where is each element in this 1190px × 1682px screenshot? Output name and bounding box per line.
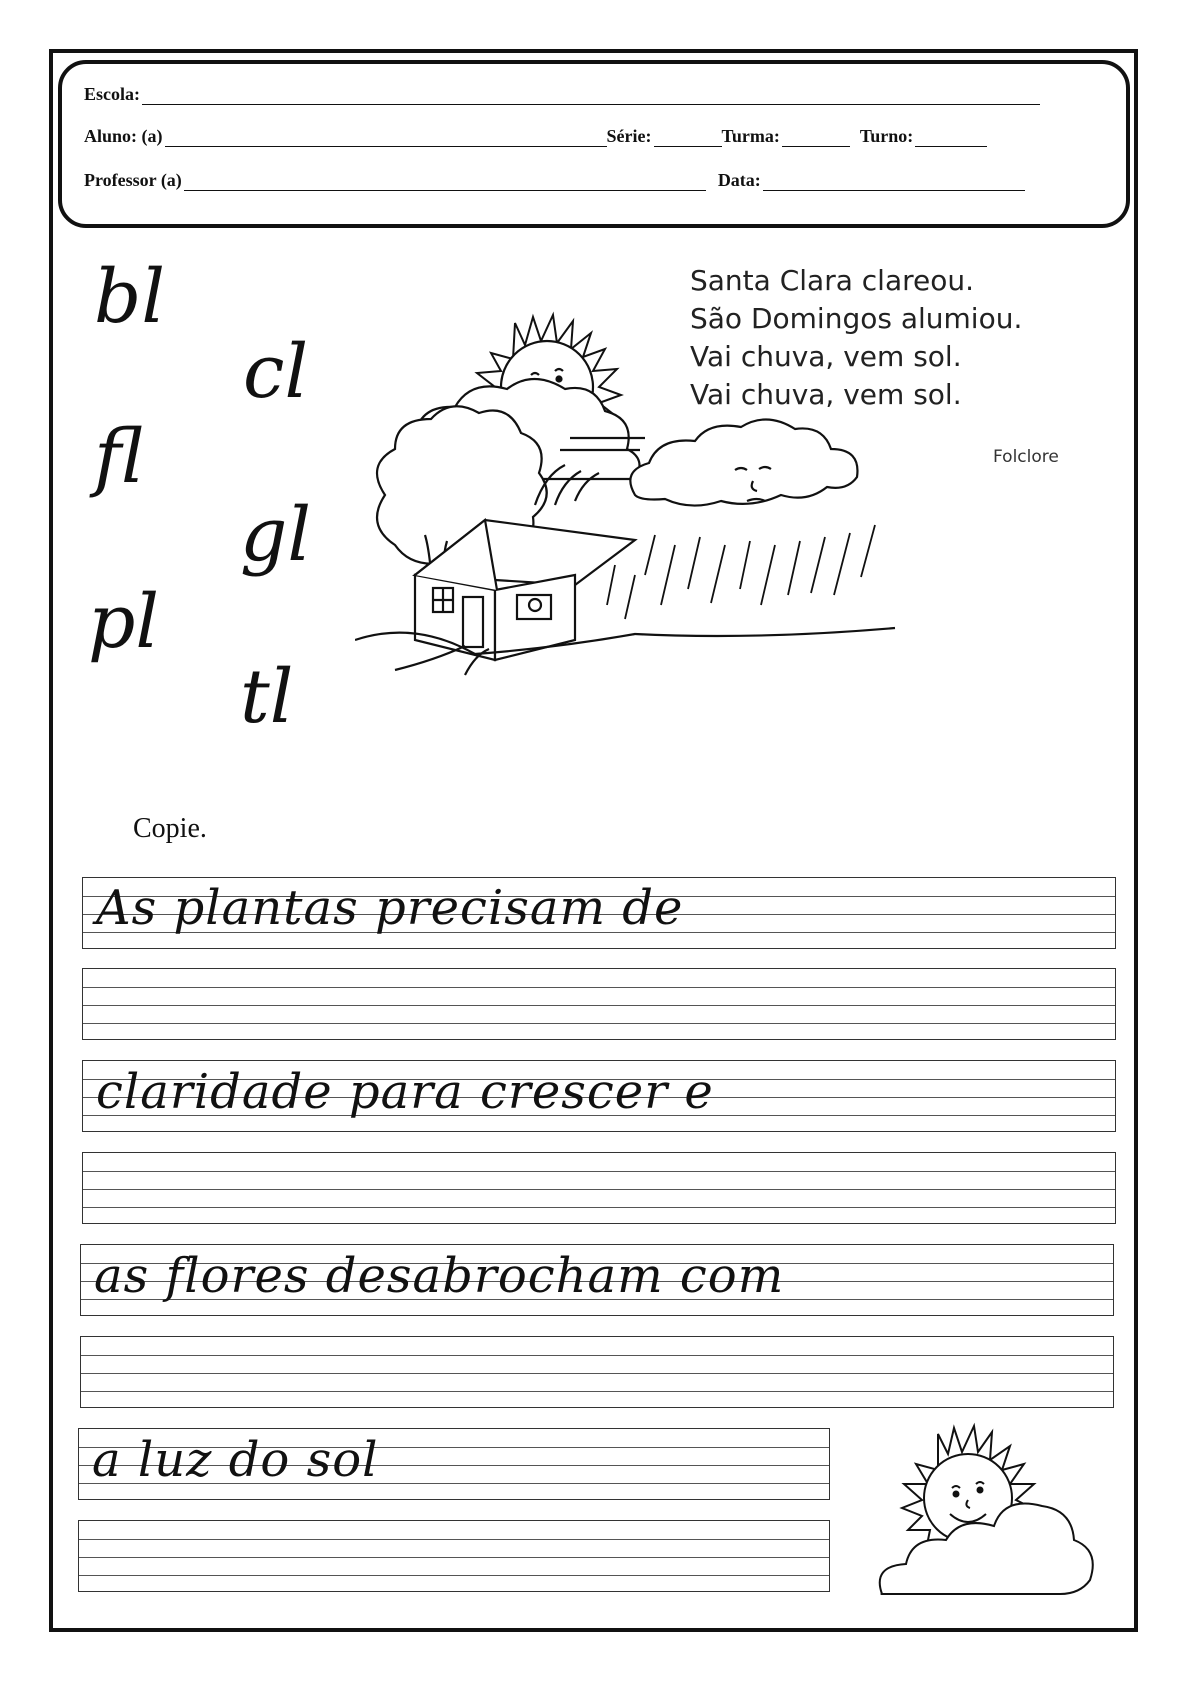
escola-blank[interactable] (142, 88, 1040, 105)
data-blank[interactable] (763, 174, 1025, 191)
turma-blank[interactable] (782, 130, 850, 147)
serie-label: Série: (606, 126, 652, 146)
writing-box-practice-3[interactable] (80, 1336, 1114, 1408)
poem-line: Vai chuva, vem sol. (690, 340, 962, 373)
copy-instruction: Copie. (133, 813, 207, 844)
aluno-label: Aluno: (a) (84, 126, 163, 146)
letters-cl: cl (243, 329, 309, 415)
sun-rain-house-illustration (355, 305, 965, 730)
letters-fl: fl (94, 414, 144, 500)
poem-line: Vai chuva, vem sol. (690, 378, 962, 411)
model-sentence-1: As plantas precisam de (96, 880, 684, 936)
letters-pl: pl (88, 579, 160, 665)
turno-label: Turno: (859, 126, 914, 146)
turno-blank[interactable] (915, 130, 987, 147)
serie-blank[interactable] (654, 130, 722, 147)
model-sentence-3: as flores desabrocham com (94, 1248, 785, 1304)
poem-credit: Folclore (993, 447, 1059, 467)
poem-line: Santa Clara clareou. (690, 264, 975, 297)
writing-box-practice-1[interactable] (82, 968, 1116, 1040)
writing-box-practice-2[interactable] (82, 1152, 1116, 1224)
letters-tl: tl (240, 654, 294, 740)
professor-label: Professor (a) (84, 170, 182, 190)
professor-blank[interactable] (184, 174, 706, 191)
escola-label: Escola: (84, 84, 140, 104)
model-sentence-2: claridade para crescer e (96, 1064, 714, 1120)
escola-field (84, 84, 1040, 105)
professor-field (84, 170, 1025, 191)
data-label: Data: (717, 170, 761, 190)
letters-bl: bl (94, 254, 166, 340)
poem-line: São Domingos alumiou. (690, 302, 1023, 335)
aluno-field (84, 126, 987, 147)
sun-cloud-illustration (868, 1418, 1098, 1618)
rain-icon (607, 525, 875, 619)
turma-label: Turma: (721, 126, 780, 146)
model-sentence-4: a luz do sol (92, 1432, 379, 1488)
letters-gl: gl (240, 492, 312, 578)
aluno-blank[interactable] (165, 130, 607, 147)
rain-cloud-icon (630, 419, 857, 505)
writing-box-practice-4[interactable] (78, 1520, 830, 1592)
